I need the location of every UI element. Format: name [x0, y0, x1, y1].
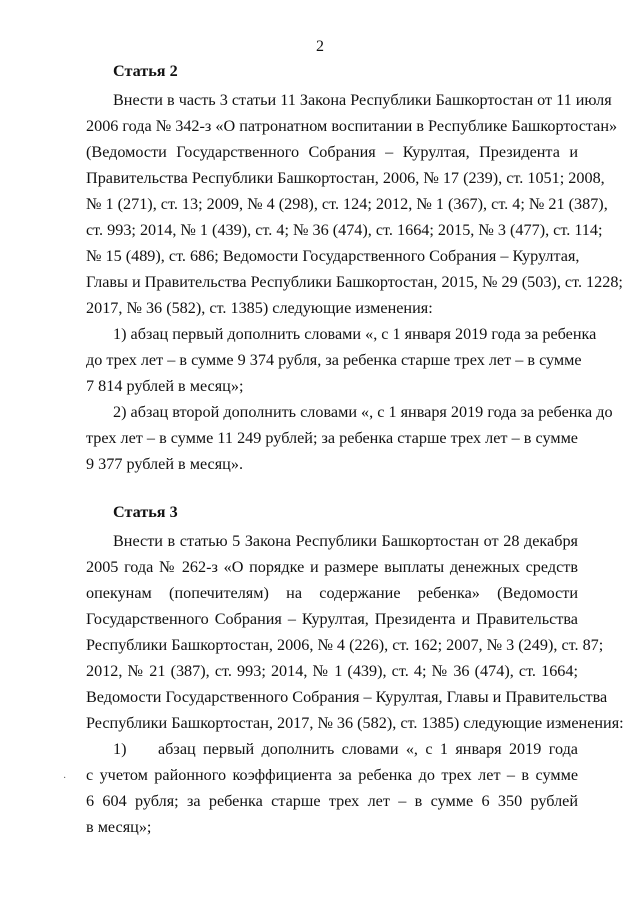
article-3-line: 2005 года № 262-з «О порядке и размере выплаты денежных средств [86, 558, 578, 576]
article-2-item-1-line: 7 814 рублей в месяц»; [86, 377, 244, 395]
article-2-line: 2017, № 36 (582), ст. 1385) следующие изменения: [86, 299, 433, 317]
article-2-item-2-line: трех лет – в сумме 11 249 рублей; за ребенка старше трех лет – в сумме [86, 429, 578, 447]
article-3-line: опекунам (попечителям) на содержание ребенка» (Ведомости [86, 584, 578, 602]
article-2-line: Главы и Правительства Республики Башкортостан, 2015, № 29 (503), ст. 1228; [86, 273, 623, 291]
article-2-line: 2006 года № 342-з «О патронатном воспитании в Республике Башкортостан» [86, 117, 618, 135]
article-3-heading: Статья 3 [113, 503, 178, 521]
article-3-item-1-number: 1) [113, 740, 127, 758]
article-3-line: Государственного Собрания – Курултая, Президента и Правительства [86, 610, 578, 628]
article-3-line: Республики Башкортостан, 2006, № 4 (226), ст. 162; 2007, № 3 (249), ст. 87; [86, 636, 604, 654]
article-2-heading: Статья 2 [113, 62, 178, 80]
article-3-line: Ведомости Государственного Собрания – Курултая, Главы и Правительства [86, 688, 608, 706]
article-2-line: № 1 (271), ст. 13; 2009, № 4 (298), ст. 124; 2012, № 1 (367), ст. 4; № 21 (387), [86, 195, 608, 213]
article-3-line: 2012, № 21 (387), ст. 993; 2014, № 1 (439), ст. 4; № 36 (474), ст. 1664; [86, 662, 578, 680]
article-2-line: Внести в часть 3 статьи 11 Закона Республики Башкортостан от 11 июля [113, 91, 612, 109]
article-2-item-2-line: 9 377 рублей в месяц». [86, 455, 243, 473]
page-number: 2 [316, 38, 324, 55]
article-2-line: ст. 993; 2014, № 1 (439), ст. 4; № 36 (474), ст. 1664; 2015, № 3 (477), ст. 114; [86, 221, 603, 239]
article-2-item-1-line: до трех лет – в сумме 9 374 рубля, за ребенка старше трех лет – в сумме [86, 351, 582, 369]
scan-speck: · [63, 773, 67, 784]
article-3-line: Внести в статью 5 Закона Республики Башкортостан от 28 декабря [113, 532, 578, 550]
article-3-item-1-line: 6 604 рубля; за ребенка старше трех лет – в сумме 6 350 рублей [86, 792, 578, 810]
article-2-line: Правительства Республики Башкортостан, 2006, № 17 (239), ст. 1051; 2008, [86, 169, 605, 187]
article-2-item-1: 1) абзац первый дополнить словами «, с 1 января 2019 года за ребенка [113, 325, 597, 343]
article-3-item-1-line: с учетом районного коэффициента за ребенка до трех лет – в сумме [86, 766, 578, 784]
article-2-line: № 15 (489), ст. 686; Ведомости Государственного Собрания – Курултая, [86, 247, 580, 265]
article-3-item-1-line: в месяц»; [86, 818, 152, 836]
article-3-line: Республики Башкортостан, 2017, № 36 (582), ст. 1385) следующие изменения: [86, 714, 624, 732]
article-3-item-1: абзац первый дополнить словами «, с 1 января 2019 года [158, 740, 578, 758]
article-2-line: (Ведомости Государственного Собрания – Курултая, Президента и [86, 143, 578, 161]
article-2-item-2: 2) абзац второй дополнить словами «, с 1 января 2019 года за ребенка до [113, 403, 613, 421]
